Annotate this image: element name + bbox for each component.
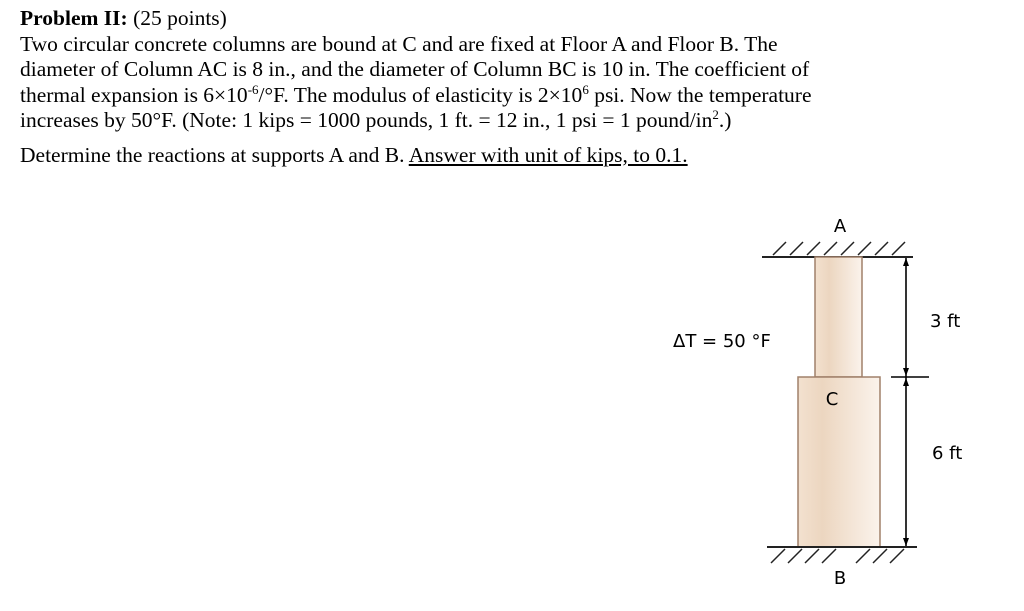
instruction: Answer with unit of kips, to 0.1. [408,142,688,167]
question: Determine the reactions at supports A and B. [20,142,405,167]
text-segment: increases by 50°F. (Note: 1 kips = 1000 pounds, 1 ft. = 12 in., 1 psi = 1 pound/in [20,108,713,132]
column-ac [815,257,862,377]
text-segment: .) [718,108,732,132]
label-a: A [833,216,847,237]
support-b [767,547,917,563]
exponent: 2 [712,106,719,122]
problem-line-2: diameter of Column AC is 8 in., and the diameter of Column BC is 10 in. The coefficient of [20,57,810,81]
problem-points: (25 points) [133,6,227,30]
exponent: 6 [582,81,589,97]
problem-title: Problem II: [20,6,128,30]
dimension-6ft: 6 ft [932,443,963,464]
delta-t-label: ΔT = 50 °F [673,331,771,352]
column-bc [798,377,880,547]
text-segment: thermal expansion is 6×10 [20,82,248,107]
dimension-3ft: 3 ft [930,311,961,332]
exponent: -6 [247,81,259,97]
text-segment: /°F. The modulus of elasticity is 2×10 [258,82,583,107]
label-c: C [825,389,839,410]
problem-line-1: Two circular concrete columns are bound at C and are fixed at Floor A and Floor B. The [20,31,778,56]
dimension-lines [891,258,929,546]
text-segment: psi. Now the temperature [588,82,812,107]
label-b: B [833,568,847,589]
support-a [762,242,913,257]
